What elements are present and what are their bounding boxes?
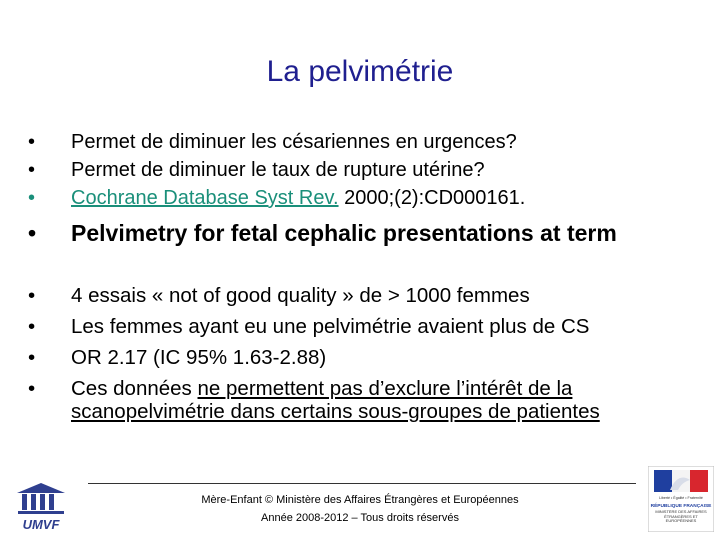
bullet: •	[28, 187, 36, 209]
flag-blue-band	[654, 470, 672, 492]
umvf-logo-column	[49, 494, 54, 510]
finding-item	[28, 284, 690, 307]
umvf-logo-text: UMVF	[22, 517, 60, 532]
footer	[150, 491, 570, 527]
umvf-logo-pediment	[17, 483, 65, 493]
finding-text: OR 2.17 (IC 95% 1.63-2.88)	[71, 346, 327, 369]
finding-text-underlined: ne permettent pas d’exclure l’intérêt de la scanopelvimétrie dans certains sous-groupes de patientes	[71, 377, 600, 423]
bullet: •	[28, 220, 37, 246]
bullet: •	[28, 315, 36, 338]
findings-list	[28, 284, 690, 423]
question-text: Permet de diminuer les césariennes en urgences?	[71, 131, 517, 153]
umvf-logo-column	[40, 494, 45, 510]
finding-text: 4 essais « not of good quality » de > 1000 femmes	[71, 284, 530, 307]
ministry-logo-tagline: Liberté • Égalité • Fraternité	[659, 496, 703, 500]
umvf-logo	[12, 478, 70, 532]
question-item	[28, 128, 690, 156]
footer-copyright: Mère-Enfant © Ministère des Affaires Étrangères et Européennes	[201, 494, 519, 506]
question-item	[28, 156, 690, 184]
study-heading-list	[28, 220, 690, 246]
citation-reference: 2000;(2):CD000161.	[338, 187, 526, 209]
cochrane-link[interactable]: Cochrane Database Syst Rev.	[71, 187, 339, 209]
bullet: •	[28, 284, 36, 307]
citation-item	[28, 184, 690, 212]
question-text: Permet de diminuer le taux de rupture utérine?	[71, 159, 485, 181]
question-list	[28, 128, 690, 212]
bullet: •	[28, 131, 36, 153]
finding-item	[28, 315, 690, 338]
ministry-logo-ministry: MINISTÈRE DES AFFAIRES ÉTRANGÈRES ET EUROPÉENNES	[655, 510, 707, 524]
finding-text-prefix: Ces données	[71, 377, 198, 400]
finding-text: Les femmes ayant eu une pelvimétrie avaient plus de CS	[71, 315, 590, 338]
umvf-logo-column	[22, 494, 27, 510]
footer-rights: Année 2008-2012 – Tous droits réservés	[261, 512, 459, 524]
bullet: •	[28, 377, 36, 400]
ministry-logo	[648, 466, 714, 532]
bullet: •	[28, 346, 36, 369]
footer-divider	[88, 483, 636, 484]
ministry-logo-republic: RÉPUBLIQUE FRANÇAISE	[650, 504, 712, 509]
slide-title: La pelvimétrie	[266, 55, 454, 88]
umvf-logo-base	[18, 511, 64, 514]
bullet: •	[28, 159, 36, 181]
flag-red-band	[690, 470, 708, 492]
umvf-logo-column	[31, 494, 36, 510]
finding-item	[28, 346, 690, 369]
study-heading: Pelvimetry for fetal cephalic presentations at term	[71, 220, 617, 246]
finding-item	[28, 377, 690, 423]
study-heading-item	[28, 220, 690, 246]
